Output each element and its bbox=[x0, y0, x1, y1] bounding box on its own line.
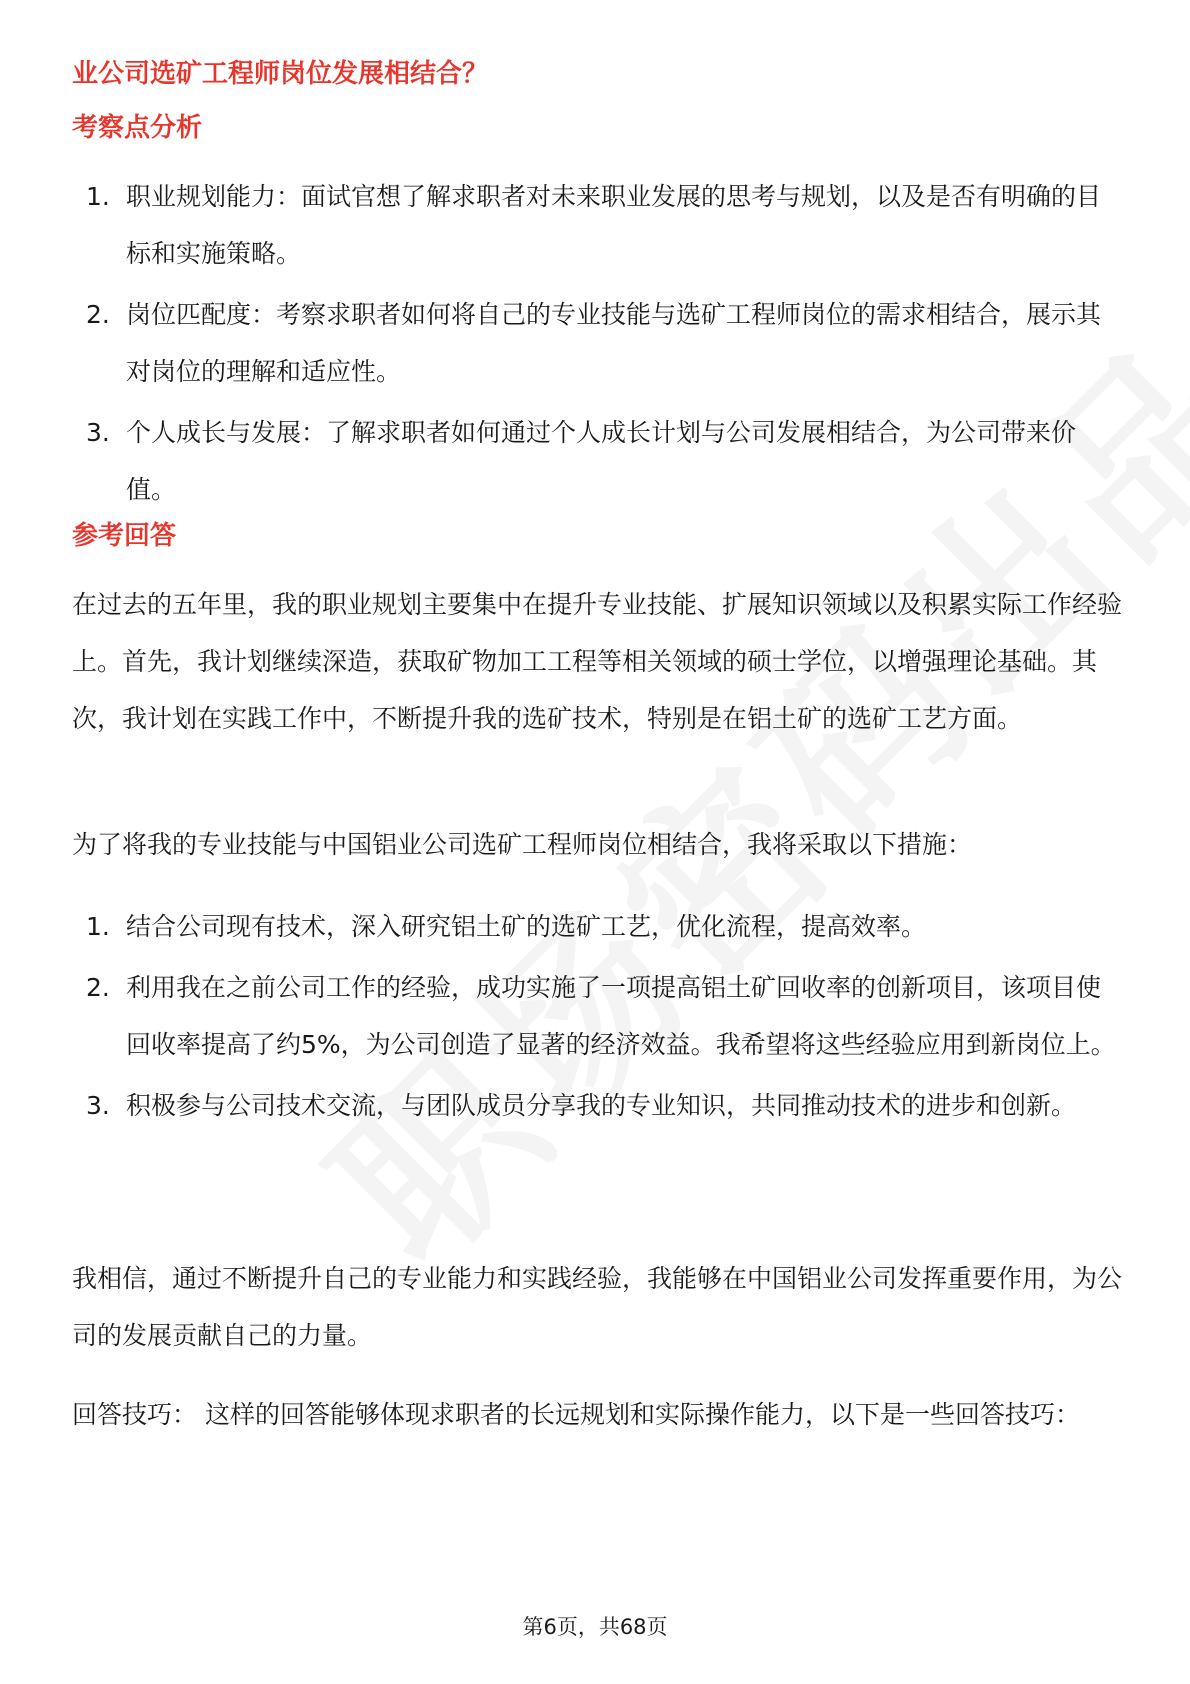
answer-paragraph-2: 为了将我的专业技能与中国铝业公司选矿工程师岗位相结合，我将采取以下措施： bbox=[72, 830, 973, 859]
answer-paragraph-3: 我相信，通过不断提升自己的专业能力和实践经验，我能够在中国铝业公司发挥重要作用，为公司的发展贡献自己的力量。 bbox=[72, 1264, 1123, 1350]
list-text: 利用我在之前公司工作的经验，成功实施了一项提高铝土矿回收率的创新项目，该项目使回收率提高了约5%，为公司创造了显著的经济效益。我希望将这些经验应用到新岗位上。 bbox=[126, 973, 1116, 1059]
list-number: 3. bbox=[86, 418, 110, 447]
list-number: 2. bbox=[86, 300, 110, 329]
list-number: 1. bbox=[86, 182, 110, 211]
list-number: 1. bbox=[86, 912, 110, 941]
analysis-list bbox=[72, 168, 1122, 522]
answer-list bbox=[72, 898, 1122, 1138]
list-item bbox=[72, 959, 1122, 1073]
list-number: 2. bbox=[86, 973, 110, 1002]
list-text: 积极参与公司技术交流，与团队成员分享我的专业知识，共同推动技术的进步和创新。 bbox=[126, 1091, 1077, 1120]
answer-heading: 参考回答 bbox=[72, 521, 177, 551]
list-text: 职业规划能力：面试官想了解求职者对未来职业发展的思考与规划，以及是否有明确的目标和实施策略。 bbox=[126, 182, 1102, 268]
list-number: 3. bbox=[86, 1091, 110, 1120]
analysis-heading: 考察点分析 bbox=[72, 113, 203, 143]
list-text: 岗位匹配度：考察求职者如何将自己的专业技能与选矿工程师岗位的需求相结合，展示其对岗位的理解和适应性。 bbox=[126, 300, 1102, 386]
list-text: 结合公司现有技术，深入研究铝土矿的选矿工艺，优化流程，提高效率。 bbox=[126, 912, 927, 941]
list-text: 个人成长与发展：了解求职者如何通过个人成长计划与公司发展相结合，为公司带来价值。 bbox=[126, 418, 1077, 504]
question-title: 业公司选矿工程师岗位发展相结合？ bbox=[72, 59, 489, 89]
list-item bbox=[72, 168, 1122, 282]
list-item bbox=[72, 404, 1122, 518]
list-item bbox=[72, 1077, 1122, 1134]
page-number: 第6页，共68页 bbox=[522, 1615, 668, 1639]
answer-tips: 回答技巧： 这样的回答能够体现求职者的长远规划和实际操作能力，以下是一些回答技巧： bbox=[72, 1400, 1080, 1429]
answer-paragraph-1: 在过去的五年里，我的职业规划主要集中在提升专业技能、扩展知识领域以及积累实际工作经验上。首先，我计划继续深造，获取矿物加工工程等相关领域的硕士学位，以增强理论基础。其次，我计划在实践工作中，不断提升我的选矿技术，特别是在铝土矿的选矿工艺方面。 bbox=[72, 590, 1123, 733]
list-item bbox=[72, 286, 1122, 400]
list-item bbox=[72, 898, 1122, 955]
